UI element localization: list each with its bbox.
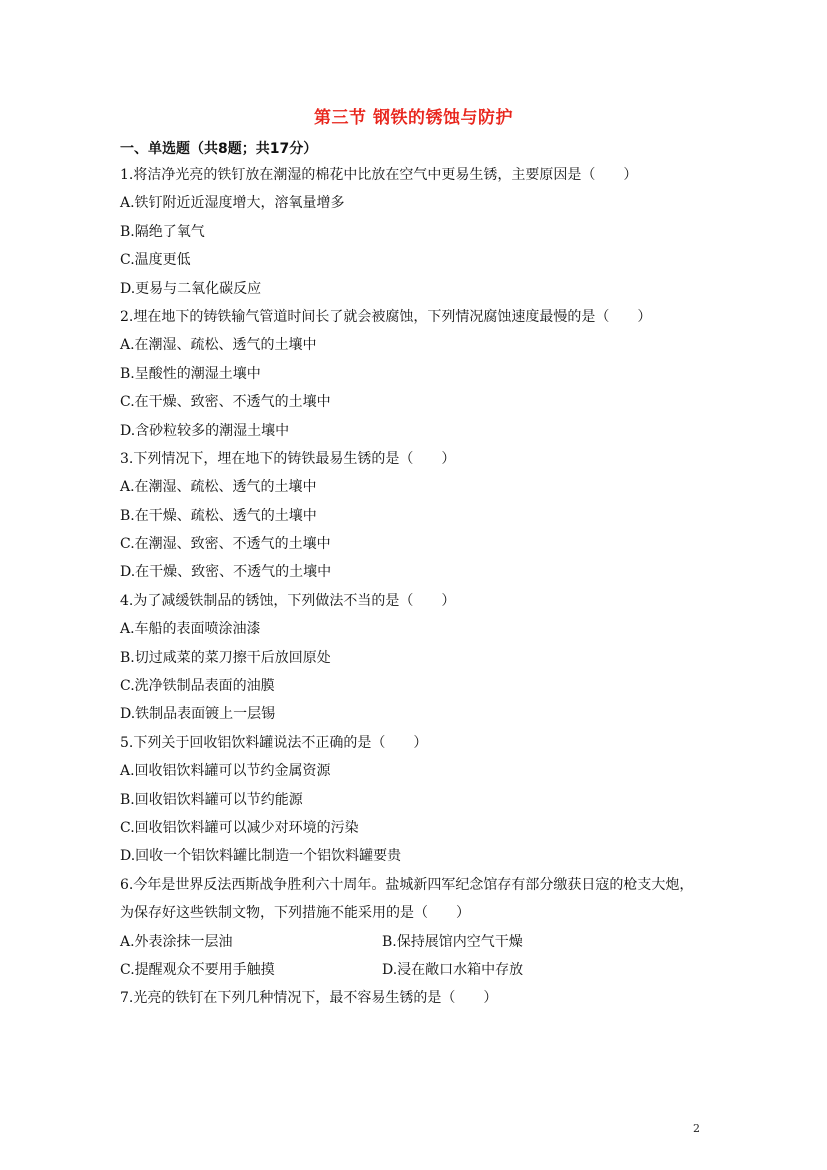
option: D.更易与二氧化碳反应	[120, 280, 262, 297]
option: A.在潮湿、疏松、透气的土壤中	[120, 479, 317, 496]
option: D.铁制品表面镀上一层锡	[120, 706, 276, 723]
option: A.回收铝饮料罐可以节约金属资源	[120, 763, 331, 780]
option: C.回收铝饮料罐可以减少对环境的污染	[120, 819, 359, 836]
option: D.在干燥、致密、不透气的土壤中	[120, 564, 332, 581]
option-row	[120, 956, 720, 984]
option-row	[120, 928, 720, 956]
option: C.提醒观众不要用手触摸	[120, 961, 275, 978]
question-stem-continued: 为保存好这些铁制文物，下列措施不能采用的是（ ）	[120, 905, 470, 922]
option: A.铁钉附近近湿度增大，溶氧量增多	[120, 195, 345, 212]
section-heading: 一、单选题（共8题；共17分）	[120, 141, 318, 157]
option: A.车船的表面喷涂油漆	[120, 621, 261, 638]
option: B.在干燥、疏松、透气的土壤中	[120, 507, 317, 524]
option: C.在潮湿、致密、不透气的土壤中	[120, 536, 331, 553]
option: C.温度更低	[120, 252, 191, 269]
question-stem: 4.为了减缓铁制品的锈蚀，下列做法不当的是（ ）	[120, 592, 456, 609]
question-stem: 7.光亮的铁钉在下列几种情况下，最不容易生锈的是（ ）	[120, 990, 498, 1007]
question-stem: 1.将洁净光亮的铁钉放在潮湿的棉花中比放在空气中更易生锈，主要原因是（ ）	[120, 167, 638, 183]
question-stem: 5.下列关于回收铝饮料罐说法不正确的是（ ）	[120, 734, 428, 751]
option: B.保持展馆内空气干燥	[382, 933, 523, 950]
question-stem: 3.下列情况下，埋在地下的铸铁最易生锈的是（ ）	[120, 450, 456, 467]
option: A.在潮湿、疏松、透气的土壤中	[120, 337, 317, 354]
option: B.切过咸菜的菜刀擦干后放回原处	[120, 649, 331, 666]
question-list	[120, 161, 720, 1013]
option: B.呈酸性的潮湿土壤中	[120, 365, 261, 382]
option: D.含砂粒较多的潮湿土壤中	[120, 422, 290, 439]
question-stem: 6.今年是世界反法西斯战争胜利六十周年。盐城新四军纪念馆存有部分缴获日寇的枪支大炮，	[120, 876, 694, 893]
question-stem: 2.埋在地下的铸铁输气管道时间长了就会被腐蚀，下列情况腐蚀速度最慢的是（ ）	[120, 308, 652, 325]
option: D.回收一个铝饮料罐比制造一个铝饮料罐要贵	[120, 848, 402, 865]
option: C.洗净铁制品表面的油膜	[120, 678, 275, 695]
page-title: 第三节 钢铁的锈蚀与防护	[314, 108, 513, 128]
option: C.在干燥、致密、不透气的土壤中	[120, 394, 331, 411]
option: B.隔绝了氧气	[120, 223, 205, 240]
option: D.浸在敞口水箱中存放	[382, 961, 524, 978]
page-number: 2	[693, 1122, 700, 1135]
option: A.外表涂抹一层油	[120, 933, 233, 950]
option: B.回收铝饮料罐可以节约能源	[120, 791, 303, 808]
